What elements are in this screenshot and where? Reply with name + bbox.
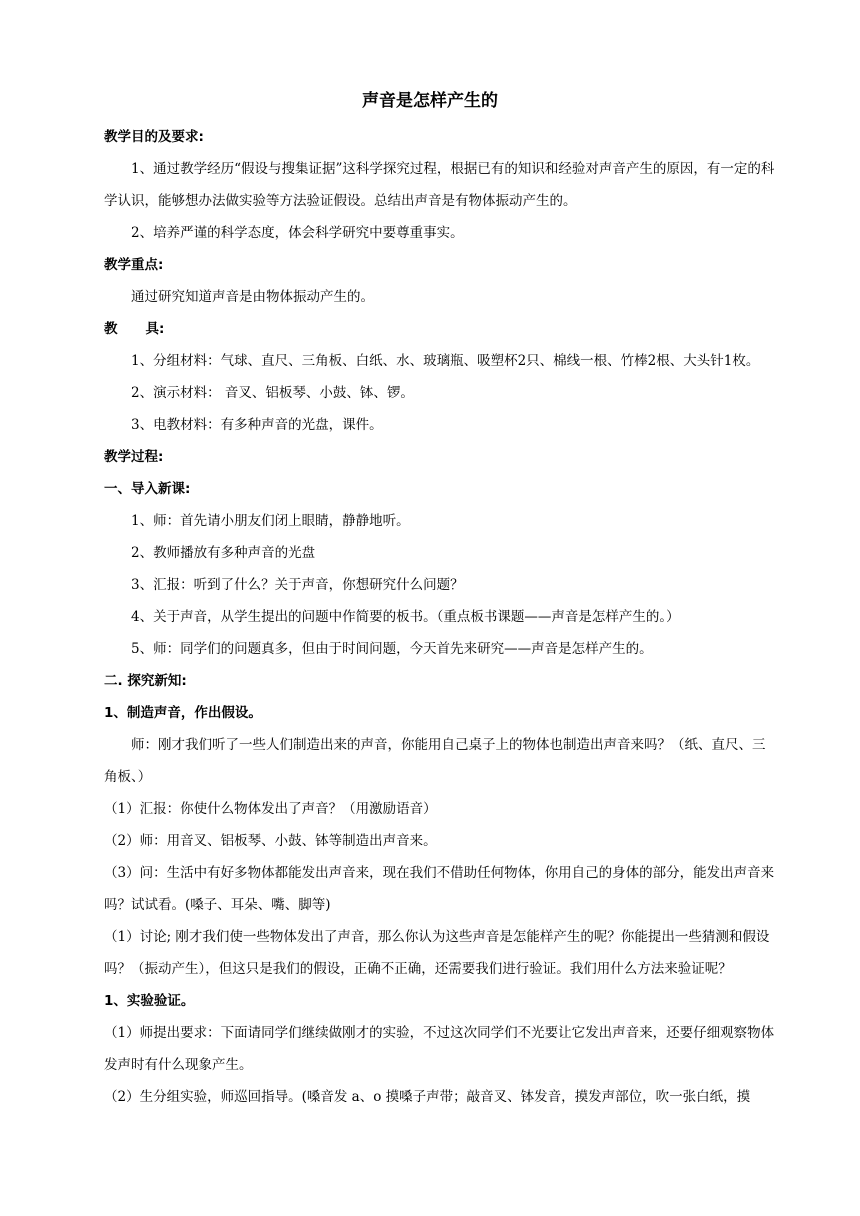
list-item: （3）问：生活中有好多物体都能发出声音来，现在我们不借助任何物体，你用自己的身体的部分，能发出声音来吗？试试看。(嗓子、耳朵、嘴、脚等) [104,865,775,913]
document-title: 声音是怎样产生的 [362,91,498,111]
section-heading-tools [104,313,776,345]
list-item: （1）讨论; 刚才我们使一些物体发出了声音，那么你认为这些声音是怎能样产生的呢？你能提出一些猜测和假设吗？（振动产生），但这只是我们的假设，正确不正确，还需要我们进行验证。我们用什么方法来验证呢？ [104,929,770,977]
step-heading: 1、实验验证。 [104,993,195,1009]
list-item: 4、关于声音，从学生提出的问题中作简要的板书。（重点板书课题——声音是怎样产生的。） [131,609,680,625]
list-item: 1、师：首先请小朋友们闭上眼睛，静静地听。 [131,513,410,529]
paragraph: 通过研究知道声音是由物体振动产生的。 [131,289,374,305]
paragraph: 1、通过教学经历“假设与搜集证据”这科学探究过程，根据已有的知识和经验对声音产生的原因，有一定的科学认识，能够想办法做实验等方法验证假设。总结出声音是有物体振动产生的。 [104,161,775,209]
section-heading-process: 教学过程: [104,449,164,465]
list-item: 3、汇报：听到了什么？关于声音，你想研究什么问题？ [131,577,464,593]
list-item: （1）汇报：你使什么物体发出了声音？（用激励语音） [104,801,437,817]
list-item: 3、电教材料：有多种声音的光盘，课件。 [131,417,383,433]
list-item: 5、师：同学们的问题真多，但由于时间问题，今天首先来研究——声音是怎样产生的。 [131,641,653,657]
document-body [104,121,776,1113]
list-item: 2、教师播放有多种声音的光盘 [131,545,316,561]
subsection-heading-explore: 二. 探究新知: [104,673,187,689]
paragraph: 2、培养严谨的科学态度，体会科学研究中要尊重事实。 [131,225,464,241]
list-item: 2、演示材料： 音叉、铝板琴、小鼓、钵、锣。 [131,385,414,401]
section-heading-goals: 教学目的及要求: [104,129,204,145]
step-heading: 1、制造声音，作出假设。 [104,705,262,721]
list-item: （2）师：用音叉、铝板琴、小鼓、钵等制造出声音来。 [104,833,437,849]
list-item: 1、分组材料：气球、直尺、三角板、白纸、水、玻璃瓶、吸塑杯2只、棉线一根、竹棒2根、大头针1枚。 [131,353,760,369]
heading-part: 教 [104,321,118,337]
subsection-heading-intro: 一、导入新课: [104,481,191,497]
paragraph: 师：刚才我们听了一些人们制造出来的声音，你能用自己桌子上的物体也制造出声音来吗？（纸、直尺、三角板、） [104,737,766,785]
list-item: （2）生分组实验，师巡回指导。(嗓音发 a、o 摸嗓子声带；敲音叉、钵发音，摸发声部位，吹一张白纸，摸 [104,1089,751,1105]
list-item: （1）师提出要求：下面请同学们继续做刚才的实验，不过这次同学们不光要让它发出声音来，还要仔细观察物体发声时有什么现象产生。 [104,1025,775,1073]
heading-part: 具: [145,321,165,337]
section-heading-key-point: 教学重点: [104,257,164,273]
